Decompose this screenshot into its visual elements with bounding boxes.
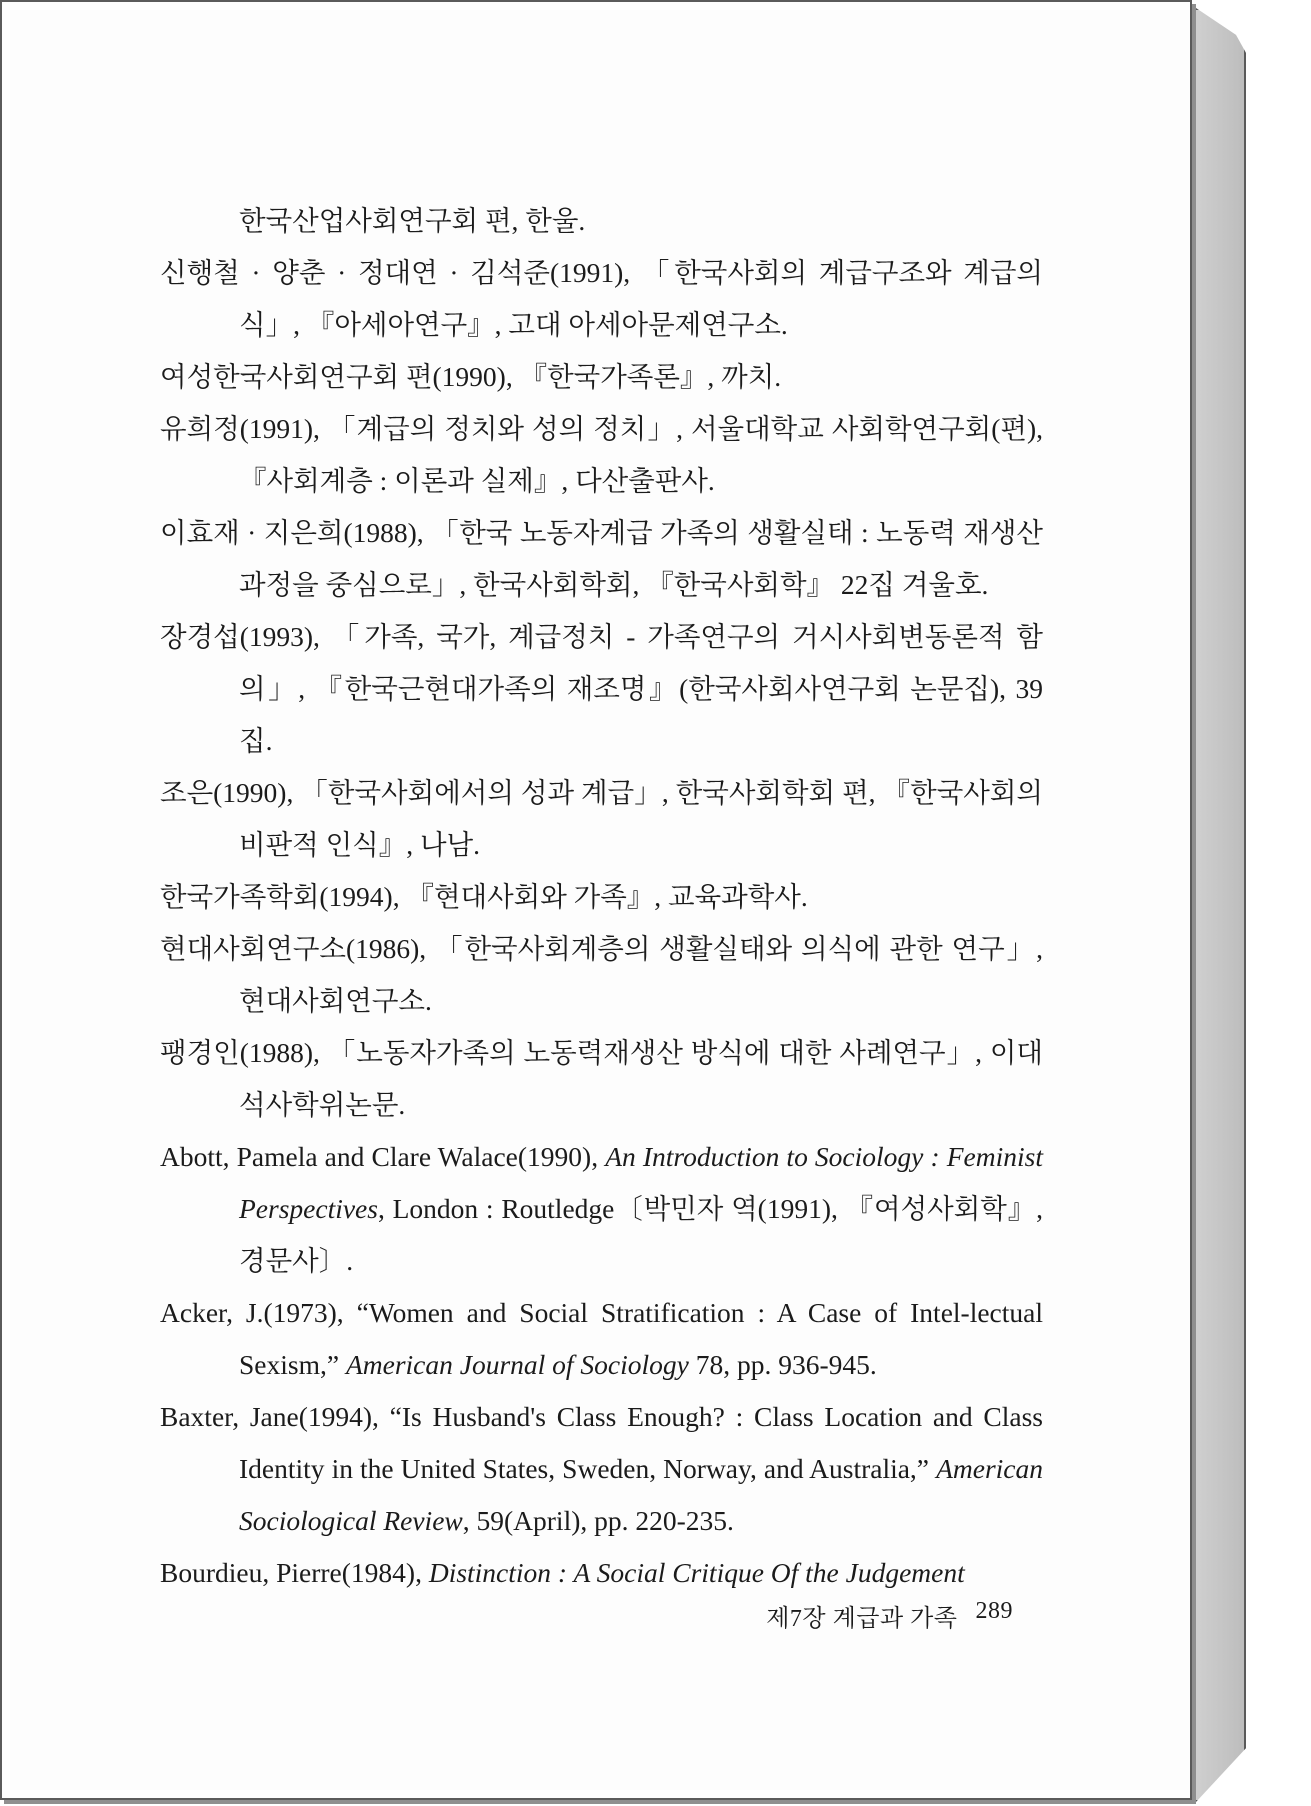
reference-entry: 현대사회연구소(1986), 「한국사회계층의 생활실태와 의식에 관한 연구」, 현대사회연구소. [160, 933, 1043, 1016]
reference-entry: 팽경인(1988), 「노동자가족의 노동력재생산 방식에 대한 사례연구」, 이대 석사학위논문. [160, 1037, 1043, 1120]
page-number: 289 [975, 1598, 1013, 1624]
book-spine [1196, 8, 1246, 1802]
journal-title: American Journal of Sociology [345, 1349, 689, 1380]
reference-entry: 여성한국사회연구회 편(1990), 『한국가족론』, 까치. [160, 361, 782, 392]
journal-title: American Sociological Review [239, 1453, 1043, 1536]
reference-entry: 한국산업사회연구회 편, 한울. [239, 205, 586, 236]
journal-title: An Introduction to Sociology : Feminist Perspectives [239, 1141, 1043, 1224]
chapter-title: 제7장 계급과 가족 [766, 1606, 958, 1632]
reference-entry: 유희정(1991), 「계급의 정치와 성의 정치」, 서울대학교 사회학연구회(편), 『사회계층 : 이론과 실제』, 다산출판사. [160, 413, 1043, 496]
reference-entry: Acker, J.(1973), “Women and Social Stratification : A Case of Intel-lectual Sexism,” American Journal of Sociology 78, pp. 936-945. [160, 1297, 1043, 1380]
reference-entry: 이효재 · 지은희(1988), 「한국 노동자계급 가족의 생활실태 : 노동력 재생산 과정을 중심으로」, 한국사회학회, 『한국사회학』 22집 겨울호. [160, 517, 1043, 600]
page-footer [748, 1598, 1013, 1633]
reference-entry: Baxter, Jane(1994), “Is Husband's Class Enough? : Class Location and Class Identity in the United States, Sweden, Norway, and Australia,” American Sociological Review, 59(April), pp. 220-235. [160, 1401, 1043, 1536]
reference-entry: 장경섭(1993), 「가족, 국가, 계급정치 - 가족연구의 거시사회변동론적 함의」, 『한국근현대가족의 재조명』(한국사회사연구회 논문집), 39집. [160, 621, 1043, 756]
reference-entry: 신행철 · 양춘 · 정대연 · 김석준(1991), 「한국사회의 계급구조와 계급의식」, 『아세아연구』, 고대 아세아문제연구소. [160, 257, 1043, 340]
reference-entry: 한국가족학회(1994), 『현대사회와 가족』, 교육과학사. [160, 881, 808, 912]
reference-entry: 조은(1990), 「한국사회에서의 성과 계급」, 한국사회학회 편, 『한국사회의 비판적 인식』, 나남. [160, 777, 1043, 860]
reference-entry: Bourdieu, Pierre(1984), Distinction : A Social Critique Of the Judgement [160, 1557, 965, 1588]
reference-list [160, 195, 1043, 1599]
book-title: Distinction : A Social Critique Of the Judgement [428, 1557, 965, 1588]
reference-entry: Abott, Pamela and Clare Walace(1990), An Introduction to Sociology : Feminist Perspectives, London : Routledge〔박민자 역(1991), 『여성사회학』, 경문사〕. [160, 1141, 1043, 1276]
